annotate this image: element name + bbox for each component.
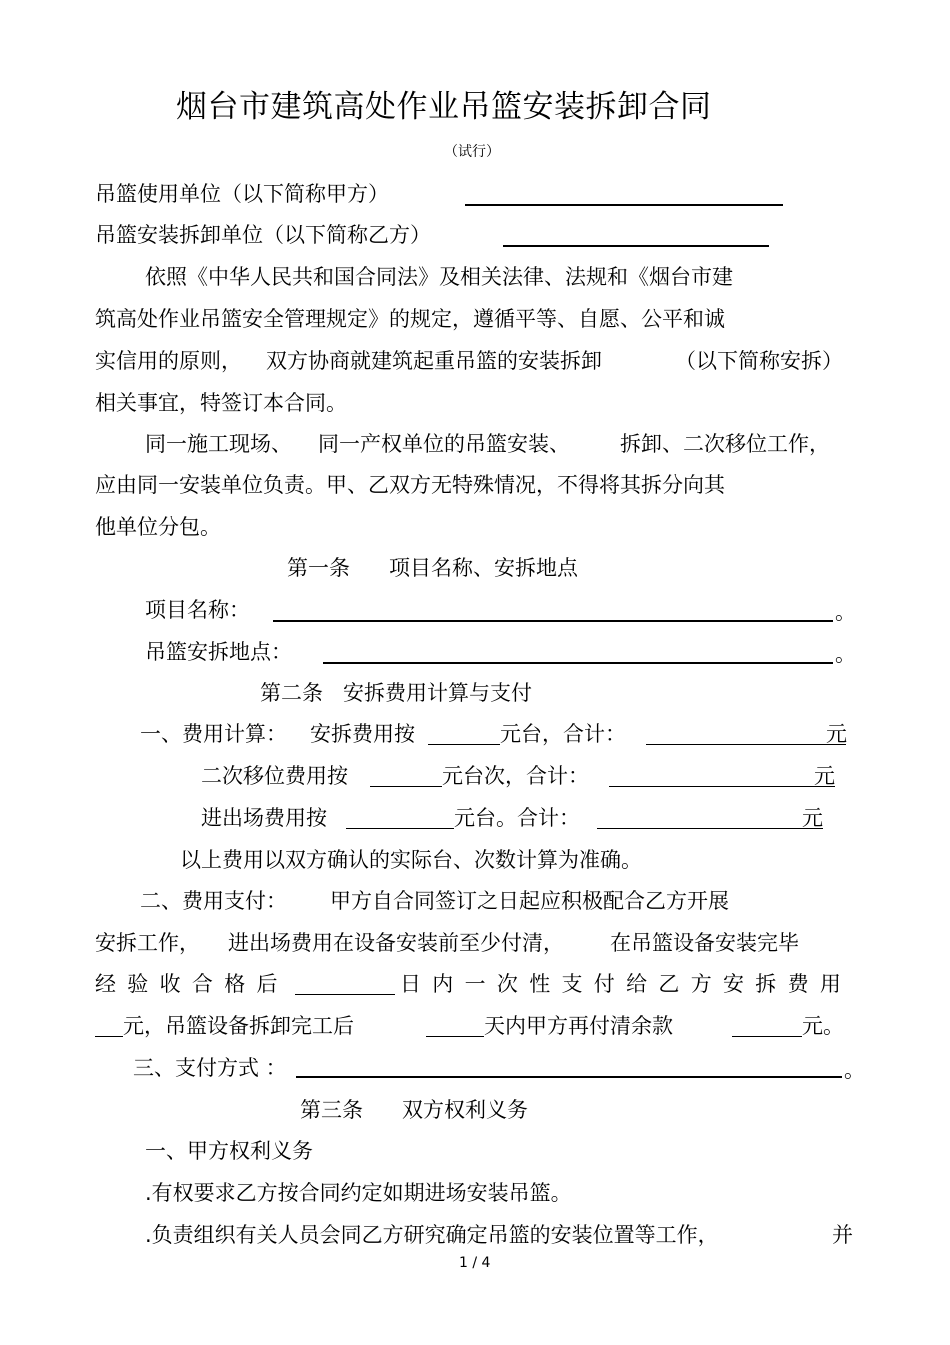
article3-heading-text: 双方权利义务 xyxy=(402,1098,528,1122)
payment-method-end: 。 xyxy=(844,1058,865,1082)
install-fee-label: 安拆费用按 xyxy=(310,722,415,746)
relocation-fee-rate-blank[interactable] xyxy=(370,786,442,787)
fee-basis-note: 以上费用以双方确认的实际台、次数计算为准确。 xyxy=(180,848,642,872)
intro-line-3b: 双方协商就建筑起重吊篮的安装拆卸 xyxy=(266,349,602,373)
project-name-label: 项目名称： xyxy=(145,598,250,622)
intro-line-2: 筑高处作业吊篮安全管理规定》的规定，遵循平等、自愿、公平和诚 xyxy=(95,307,725,331)
project-name-blank[interactable] xyxy=(273,620,833,622)
intro-line-1: 依照《中华人民共和国合同法》及相关法律、法规和《烟台市建 xyxy=(145,265,733,289)
project-name-end: 。 xyxy=(835,600,856,624)
party-a-rights-heading: 一、甲方权利义务 xyxy=(145,1139,313,1163)
page-number: 1 / 4 xyxy=(459,1255,491,1271)
party-a-item-1: .有权要求乙方按合同约定如期进场安装吊篮。 xyxy=(145,1181,572,1205)
payment-method-label: 三、支付方式 ： xyxy=(133,1056,287,1080)
install-fee-unit: 元台，合计： xyxy=(500,722,626,746)
para2-line-1c: 拆卸、二次移位工作， xyxy=(620,432,830,456)
balance-days-blank[interactable] xyxy=(426,1036,484,1037)
intro-line-4: 相关事宜，特签订本合同。 xyxy=(95,391,347,415)
party-b-label: 吊篮安装拆卸单位（以下简称乙方） xyxy=(95,223,431,247)
intro-line-3c: （以下简称安拆） xyxy=(675,349,843,373)
relocation-fee-yuan: 元 xyxy=(814,764,835,788)
article1-heading-text: 项目名称、安拆地点 xyxy=(389,556,578,580)
fee-calc-label: 一、费用计算： xyxy=(140,722,287,746)
payment-method-blank[interactable] xyxy=(296,1076,842,1078)
para2-line-3: 他单位分包。 xyxy=(95,515,221,539)
party-b-blank[interactable] xyxy=(503,245,769,247)
inout-fee-label: 进出场费用按 xyxy=(201,806,327,830)
payment-line-2c: 在吊篮设备安装完毕 xyxy=(610,931,799,955)
para2-line-1b: 同一产权单位的吊篮安装、 xyxy=(318,432,570,456)
para2-line-2: 应由同一安装单位负责。甲、乙双方无特殊情况，不得将其拆分向其 xyxy=(95,473,725,497)
location-end: 。 xyxy=(835,642,856,666)
payment-label: 二、费用支付： xyxy=(140,889,287,913)
install-fee-yuan: 元 xyxy=(826,722,847,746)
payment-line-1: 甲方自合同签订之日起应积极配合乙方开展 xyxy=(330,889,729,913)
intro-line-3a: 实信用的原则， xyxy=(95,349,242,373)
article3-heading-number: 第三条 xyxy=(300,1098,363,1122)
install-fee-rate-blank[interactable] xyxy=(428,744,500,745)
install-fee-total-blank[interactable] xyxy=(646,744,846,745)
relocation-fee-unit: 元台次，合计： xyxy=(442,764,589,788)
inout-fee-total-blank[interactable] xyxy=(597,828,823,829)
article1-heading-number: 第一条 xyxy=(287,556,350,580)
party-a-blank[interactable] xyxy=(465,204,783,206)
party-a-label: 吊篮使用单位（以下简称甲方） xyxy=(95,182,389,206)
article2-heading: 第二条 安拆费用计算与支付 xyxy=(260,681,533,705)
inout-fee-rate-blank[interactable] xyxy=(346,828,454,829)
location-blank[interactable] xyxy=(323,662,833,664)
relocation-fee-total-blank[interactable] xyxy=(609,786,835,787)
payment-line-4c: 元。 xyxy=(802,1014,844,1038)
payment-line-4b: 天内甲方再付清余款 xyxy=(484,1014,673,1038)
payment-line-3b: 日内一次性支付给乙方安拆费用 xyxy=(400,972,853,996)
balance-amount-blank[interactable] xyxy=(732,1036,802,1037)
location-label: 吊篮安拆地点： xyxy=(145,640,292,664)
payment-line-4a: 元，吊篮设备拆卸完工后 xyxy=(123,1014,354,1038)
inout-fee-yuan: 元 xyxy=(802,806,823,830)
payment-days-blank[interactable] xyxy=(295,994,395,995)
document-subtitle: （试行） xyxy=(444,144,500,160)
relocation-fee-label: 二次移位费用按 xyxy=(201,764,348,788)
para2-line-1a: 同一施工现场、 xyxy=(145,432,292,456)
payment-line-2b: 进出场费用在设备安装前至少付清， xyxy=(228,931,564,955)
document-title: 烟台市建筑高处作业吊篮安装拆卸合同 xyxy=(176,89,712,125)
install-payment-amount-blank[interactable] xyxy=(95,1036,123,1037)
inout-fee-unit: 元台。合计： xyxy=(454,806,580,830)
payment-line-3a: 经验收合格后 xyxy=(95,972,289,996)
party-a-item-2: .负责组织有关人员会同乙方研究确定吊篮的安装位置等工作， xyxy=(145,1223,719,1247)
payment-line-2a: 安拆工作， xyxy=(95,931,200,955)
party-a-item-2-tail: 并 xyxy=(832,1223,853,1247)
